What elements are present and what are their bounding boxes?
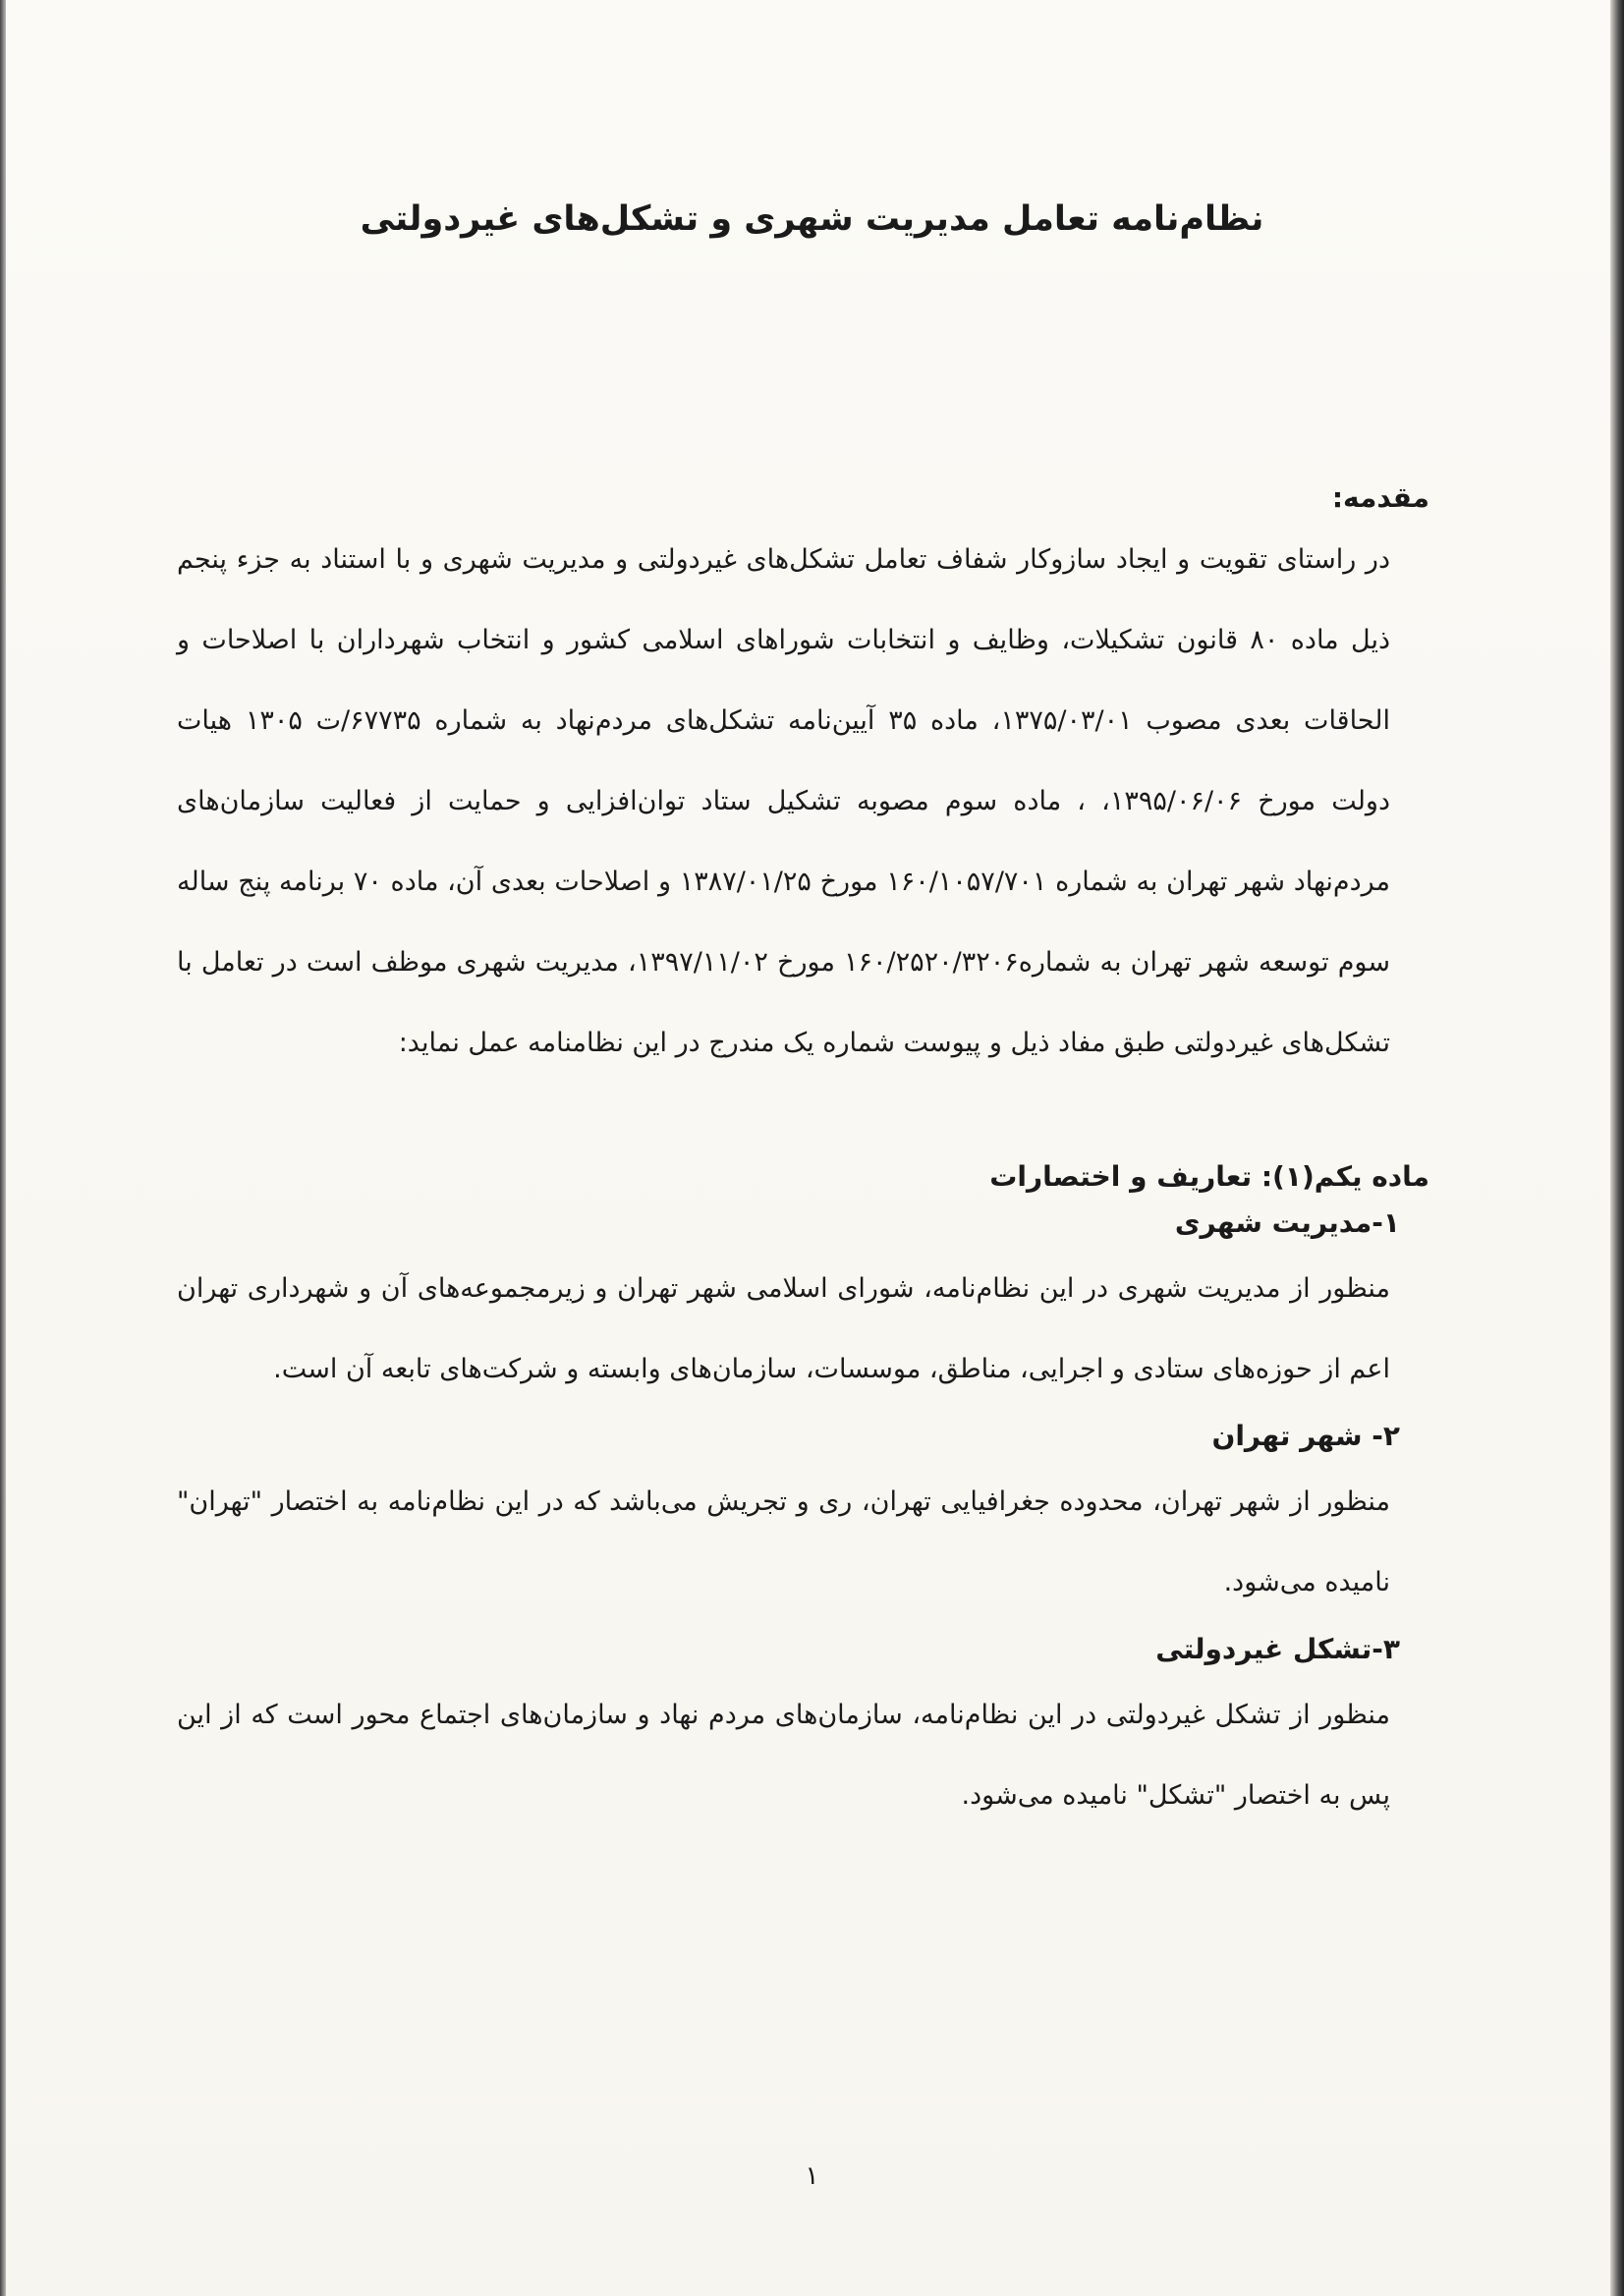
definition-title-ngo: ۳-تشکل غیردولتی [1155, 1633, 1400, 1665]
document-title: نظام‌نامه تعامل مدیریت شهری و تشکل‌های غیردولتی [360, 199, 1264, 240]
document-body [177, 462, 1429, 1836]
scan-edge-right [1610, 0, 1624, 2296]
article-1-heading: ماده یکم(۱): تعاریف و اختصارات [989, 1160, 1429, 1193]
intro-heading: مقدمه: [1331, 481, 1429, 514]
scan-edge-left [0, 0, 6, 2296]
definition-text-tehran-city: منظور از شهر تهران، محدوده جغرافیایی تهران، ری و تجریش می‌باشد که در این نظام‌نامه به اختصار "تهران" نامیده می‌شود. [177, 1486, 1390, 1597]
definition-text-urban-management: منظور از مدیریت شهری در این نظام‌نامه، شورای اسلامی شهر تهران و زیرمجموعه‌های آن و شهرداری تهران اعم از حوزه‌های ستادی و اجرایی، مناطق، موسسات، سازمان‌های وابسته و شرکت‌های تابعه آن است. [177, 1273, 1390, 1384]
definition-title-tehran-city: ۲- شهر تهران [1211, 1420, 1400, 1452]
definition-text-ngo: منظور از تشکل غیردولتی در این نظام‌نامه، سازمان‌های مردم نهاد و سازمان‌های اجتماع محور است که از این پس به اختصار "تشکل" نامیده می‌شود. [177, 1700, 1390, 1811]
definition-title-urban-management: ۱-مدیریت شهری [1174, 1206, 1400, 1239]
page-number: ۱ [805, 2161, 819, 2191]
intro-paragraph: در راستای تقویت و ایجاد سازوکار شفاف تعامل تشکل‌های غیردولتی و مدیریت شهری و با استناد به جزء پنجم ذیل ماده ۸۰ قانون تشکیلات، وظایف و انتخابات شوراهای اسلامی کشور و انتخاب شهرداران با اصلاحات و الحاقات بعدی مصوب ۱۳۷۵/۰۳/۰۱، ماده ۳۵ آیین‌نامه تشکل‌های مردم‌نهاد به شماره ۶۷۷۳۵/ت ۱۳۰۵ هیات دولت مورخ ۱۳۹۵/۰۶/۰۶، ، ماده سوم مصوبه تشکیل ستاد توان‌افزایی و حمایت از فعالیت سازمان‌های مردم‌نهاد شهر تهران به شماره ۱۶۰/۱۰۵۷/۷۰۱ مورخ ۱۳۸۷/۰۱/۲۵ و اصلاحات بعدی آن، ماده ۷۰ برنامه پنج ساله سوم توسعه شهر تهران به شماره۱۶۰/۲۵۲۰/۳۲۰۶ مورخ ۱۳۹۷/۱۱/۰۲، مدیریت شهری موظف است در تعامل با تشکل‌های غیردولتی طبق مفاد ذیل و پیوست شماره یک مندرج در این نظامنامه عمل نماید: [177, 544, 1391, 1058]
